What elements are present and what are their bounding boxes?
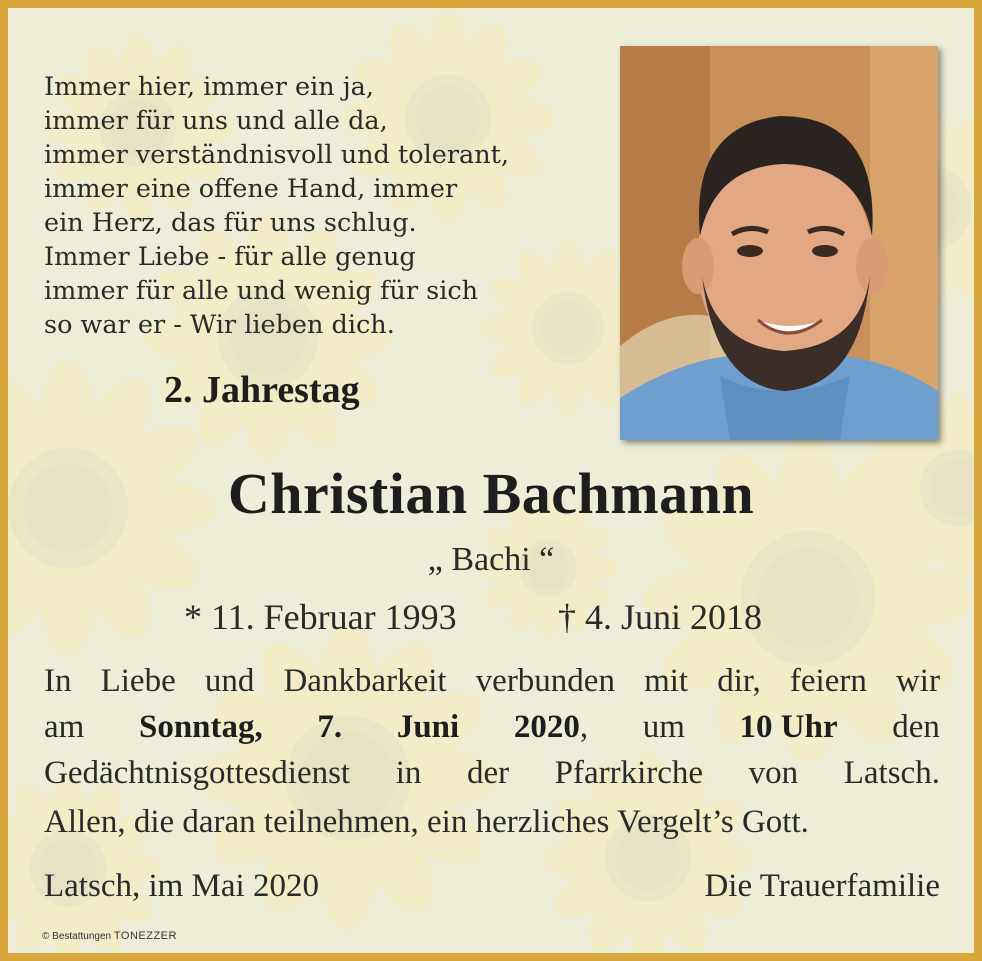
word: in — [395, 755, 422, 791]
word: den — [892, 709, 940, 745]
service-date-year-group — [514, 704, 588, 750]
word: Latsch. — [843, 755, 940, 791]
poem — [44, 70, 584, 342]
word: Pfarrkirche — [554, 755, 704, 791]
poem-line: immer für uns und alle da, — [44, 106, 388, 136]
word: wir — [895, 663, 940, 699]
service-date-year: 2020 — [513, 709, 580, 745]
place-and-date: Latsch, im Mai 2020 — [44, 868, 319, 904]
service-day: Sonntag, — [138, 709, 263, 745]
invitation-line-3 — [44, 750, 940, 796]
signature: Die Trauerfamilie — [704, 868, 940, 904]
word: der — [466, 755, 510, 791]
invitation-line-2 — [44, 704, 940, 750]
service-date-month: Juni — [396, 709, 460, 745]
word: feiern — [789, 663, 867, 699]
invitation-text — [44, 658, 940, 796]
portrait-photo — [620, 46, 938, 440]
anniversary-heading: 2. Jahrestag — [164, 369, 360, 411]
service-date-day: 7. — [317, 709, 343, 745]
poem-line: immer verständnisvoll und tolerant, — [44, 140, 510, 170]
birth-date: * 11. Februar 1993 — [184, 597, 457, 637]
funeral-home-credit — [42, 930, 177, 942]
credit-label: Bestattungen — [52, 931, 112, 942]
word: am — [44, 709, 85, 745]
death-date: † 4. Juni 2018 — [558, 597, 763, 637]
credit-brand: TONEZZER — [113, 930, 177, 942]
word: Gedächtnisgottesdienst — [44, 755, 351, 791]
word: dir, — [717, 663, 761, 699]
word: Liebe — [100, 663, 176, 699]
deceased-nickname: „ Bachi “ — [427, 541, 555, 578]
word: mit — [644, 663, 689, 699]
service-time: 10 Uhr — [739, 709, 838, 745]
obituary-card — [8, 8, 974, 953]
poem-line: ein Herz, das für uns schlug. — [44, 208, 417, 238]
deceased-name: Christian Bachmann — [227, 461, 755, 526]
poem-line: immer für alle und wenig für sich — [44, 276, 479, 306]
word: um — [642, 709, 685, 745]
poem-line: Immer hier, immer ein ja, — [44, 72, 374, 102]
thanks-text: Allen, die daran teilnehmen, ein herzliches Vergelt’s Gott. — [44, 804, 809, 840]
poem-line: Immer Liebe - für alle genug — [44, 242, 416, 272]
word: Dankbarkeit — [283, 663, 447, 699]
poem-line: so war er - Wir lieben dich. — [44, 310, 395, 340]
word: und — [204, 663, 255, 699]
copyright-icon: © — [42, 931, 50, 942]
word: In — [44, 663, 72, 699]
invitation-line-1 — [44, 658, 940, 704]
word: verbunden — [475, 663, 615, 699]
word: von — [748, 755, 799, 791]
poem-line: immer eine offene Hand, immer — [44, 174, 458, 204]
comma: , — [579, 709, 589, 745]
